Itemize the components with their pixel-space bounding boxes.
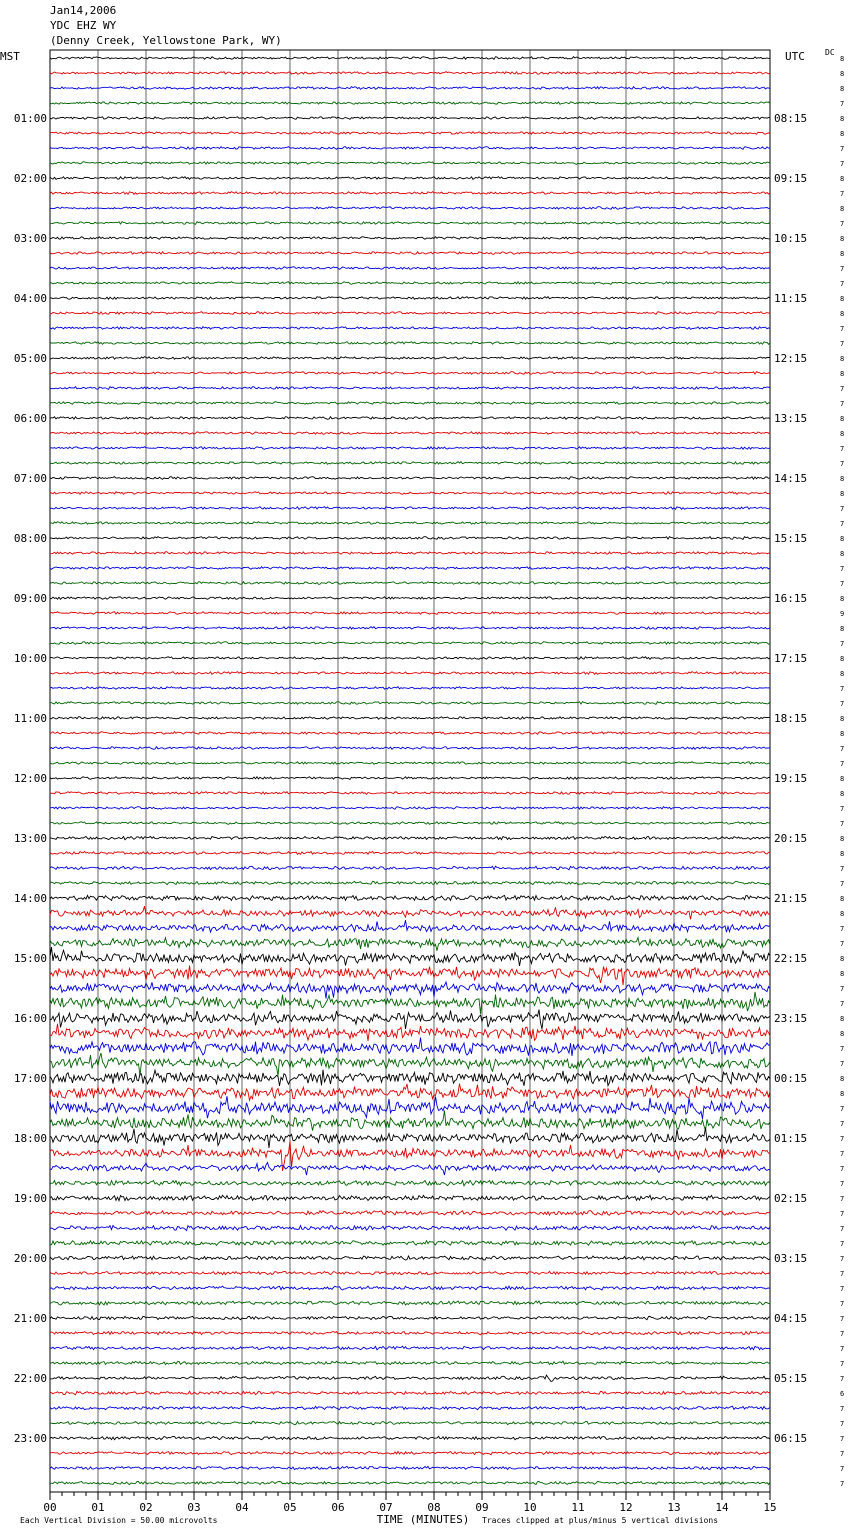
trace-row-53 xyxy=(50,851,770,854)
dc-value: 7 xyxy=(840,580,845,588)
dc-value: 7 xyxy=(840,880,845,888)
trace-row-58 xyxy=(50,920,770,932)
trace-row-18 xyxy=(50,327,770,330)
right-hour-label: 14:15 xyxy=(774,472,808,485)
dc-value: 7 xyxy=(840,160,845,168)
trace-row-19 xyxy=(50,342,770,345)
trace-row-85 xyxy=(50,1331,770,1335)
trace-row-61 xyxy=(50,966,770,986)
dc-value: 7 xyxy=(840,1465,845,1473)
right-hour-label: 08:15 xyxy=(774,112,808,125)
dc-value: 7 xyxy=(840,1000,845,1008)
dc-value: 7 xyxy=(840,1360,845,1368)
x-tick-label: 08 xyxy=(427,1501,441,1514)
trace-row-6 xyxy=(50,147,770,150)
left-hour-label: 05:00 xyxy=(13,352,47,365)
trace-row-52 xyxy=(50,836,770,839)
dc-value: 8 xyxy=(840,205,845,213)
dc-value: 8 xyxy=(840,415,845,423)
dc-value: 7 xyxy=(840,1285,845,1293)
dc-value: 8 xyxy=(840,1090,845,1098)
trace-row-50 xyxy=(50,807,770,810)
left-hour-label: 09:00 xyxy=(13,592,47,605)
left-hour-label: 01:00 xyxy=(13,112,47,125)
x-tick-label: 09 xyxy=(475,1501,489,1514)
dc-value: 7 xyxy=(840,1240,845,1248)
trace-row-41 xyxy=(50,672,770,675)
trace-row-83 xyxy=(50,1301,770,1305)
plot-frame xyxy=(50,50,770,1492)
dc-value: 7 xyxy=(840,1330,845,1338)
trace-row-76 xyxy=(50,1195,770,1200)
dc-value: 8 xyxy=(840,670,845,678)
dc-value: 7 xyxy=(840,865,845,873)
dc-value: 8 xyxy=(840,1075,845,1083)
trace-row-16 xyxy=(50,297,770,300)
dc-value: 7 xyxy=(840,1435,845,1443)
trace-row-30 xyxy=(50,507,770,510)
trace-row-90 xyxy=(50,1406,770,1409)
trace-row-71 xyxy=(50,1111,770,1131)
trace-row-10 xyxy=(50,207,770,210)
trace-row-86 xyxy=(50,1346,770,1350)
x-tick-label: 10 xyxy=(523,1501,537,1514)
dc-value: 8 xyxy=(840,715,845,723)
left-hour-label: 10:00 xyxy=(13,652,47,665)
trace-row-57 xyxy=(50,906,770,919)
trace-row-25 xyxy=(50,432,770,435)
left-hour-label: 06:00 xyxy=(13,412,47,425)
dc-value: 9 xyxy=(840,610,845,618)
trace-row-2 xyxy=(50,87,770,90)
dc-value: 8 xyxy=(840,895,845,903)
dc-value: 8 xyxy=(840,970,845,978)
left-hour-label: 18:00 xyxy=(13,1132,47,1145)
dc-value: 8 xyxy=(840,955,845,963)
dc-value: 7 xyxy=(840,685,845,693)
trace-row-11 xyxy=(50,222,770,225)
dc-value: 8 xyxy=(840,1015,845,1023)
x-tick-label: 06 xyxy=(331,1501,345,1514)
trace-row-64 xyxy=(50,1010,770,1029)
dc-value: 7 xyxy=(840,220,845,228)
dc-value: 8 xyxy=(840,730,845,738)
trace-row-9 xyxy=(50,192,770,195)
dc-value: 8 xyxy=(840,430,845,438)
dc-column-label: DC xyxy=(825,48,835,57)
dc-value: 7 xyxy=(840,1045,845,1053)
left-hour-label: 23:00 xyxy=(13,1432,47,1445)
trace-row-54 xyxy=(50,866,770,870)
dc-value: 8 xyxy=(840,85,845,93)
dc-value: 7 xyxy=(840,700,845,708)
dc-value: 8 xyxy=(840,55,845,63)
dc-value: 8 xyxy=(840,655,845,663)
x-tick-label: 12 xyxy=(619,1501,633,1514)
right-hour-label: 17:15 xyxy=(774,652,808,665)
trace-row-28 xyxy=(50,477,770,480)
trace-row-93 xyxy=(50,1452,770,1455)
trace-row-32 xyxy=(50,537,770,540)
left-hour-label: 19:00 xyxy=(13,1192,47,1205)
x-tick-label: 14 xyxy=(715,1501,729,1514)
dc-value: 7 xyxy=(840,1405,845,1413)
left-hour-label: 07:00 xyxy=(13,472,47,485)
trace-row-49 xyxy=(50,792,770,795)
dc-value: 7 xyxy=(840,1120,845,1128)
footer-clip-note: Traces clipped at plus/minus 5 vertical divisions xyxy=(482,1516,719,1525)
dc-value: 7 xyxy=(840,1105,845,1113)
trace-row-26 xyxy=(50,447,770,450)
dc-value: 8 xyxy=(840,1030,845,1038)
dc-value: 7 xyxy=(840,520,845,528)
dc-value: 7 xyxy=(840,1375,845,1383)
trace-row-7 xyxy=(50,162,770,165)
dc-value: 7 xyxy=(840,190,845,198)
trace-row-14 xyxy=(50,267,770,270)
trace-row-65 xyxy=(50,1024,770,1041)
left-hour-label: 17:00 xyxy=(13,1072,47,1085)
dc-value: 7 xyxy=(840,1300,845,1308)
left-hour-label: 15:00 xyxy=(13,952,47,965)
trace-row-84 xyxy=(50,1316,770,1319)
x-tick-label: 13 xyxy=(667,1501,681,1514)
trace-row-21 xyxy=(50,372,770,375)
dc-value: 7 xyxy=(840,505,845,513)
dc-value: 8 xyxy=(840,115,845,123)
trace-row-91 xyxy=(50,1421,770,1424)
dc-value: 7 xyxy=(840,820,845,828)
trace-row-4 xyxy=(50,117,770,120)
dc-value: 8 xyxy=(840,130,845,138)
trace-row-59 xyxy=(50,938,770,951)
trace-row-81 xyxy=(50,1271,770,1274)
trace-row-38 xyxy=(50,627,770,630)
left-hour-label: 16:00 xyxy=(13,1012,47,1025)
trace-row-79 xyxy=(50,1241,770,1246)
dc-value: 8 xyxy=(840,475,845,483)
dc-value: 7 xyxy=(840,640,845,648)
x-tick-label: 11 xyxy=(571,1501,585,1514)
x-tick-label: 07 xyxy=(379,1501,393,1514)
trace-row-27 xyxy=(50,462,770,465)
right-hour-label: 11:15 xyxy=(774,292,808,305)
trace-row-67 xyxy=(50,1053,770,1076)
dc-value: 8 xyxy=(840,550,845,558)
plot-grid xyxy=(50,50,770,1492)
dc-value: 7 xyxy=(840,385,845,393)
dc-value: 7 xyxy=(840,1270,845,1278)
trace-row-51 xyxy=(50,822,770,825)
x-tick-label: 15 xyxy=(763,1501,777,1514)
dc-value: 8 xyxy=(840,175,845,183)
right-hour-label: 12:15 xyxy=(774,352,808,365)
trace-row-63 xyxy=(50,992,770,1014)
trace-row-48 xyxy=(50,777,770,780)
dc-value: 7 xyxy=(840,1135,845,1143)
dc-value: 7 xyxy=(840,760,845,768)
dc-value: 7 xyxy=(840,1180,845,1188)
dc-value: 8 xyxy=(840,595,845,603)
trace-row-69 xyxy=(50,1084,770,1101)
trace-row-22 xyxy=(50,387,770,390)
trace-row-39 xyxy=(50,642,770,645)
trace-row-12 xyxy=(50,237,770,240)
trace-row-1 xyxy=(50,72,770,75)
trace-row-46 xyxy=(50,747,770,750)
dc-value: 7 xyxy=(840,145,845,153)
trace-row-5 xyxy=(50,132,770,135)
dc-value: 7 xyxy=(840,1420,845,1428)
x-tick-label: 03 xyxy=(187,1501,201,1514)
left-hour-label: 03:00 xyxy=(13,232,47,245)
right-hour-label: 00:15 xyxy=(774,1072,808,1085)
right-hour-label: 02:15 xyxy=(774,1192,808,1205)
dc-value: 7 xyxy=(840,805,845,813)
trace-row-37 xyxy=(50,612,770,615)
x-tick-label: 01 xyxy=(91,1501,105,1514)
trace-row-0 xyxy=(50,57,770,60)
dc-value: 7 xyxy=(840,940,845,948)
footer-scale-note: Each Vertical Division = 50.00 microvolts xyxy=(20,1516,218,1525)
left-hour-label: 20:00 xyxy=(13,1252,47,1265)
trace-row-8 xyxy=(50,177,770,180)
left-hour-label: 08:00 xyxy=(13,532,47,545)
trace-row-15 xyxy=(50,282,770,285)
trace-row-31 xyxy=(50,522,770,525)
trace-row-20 xyxy=(50,357,770,360)
x-tick-label: 04 xyxy=(235,1501,249,1514)
left-hour-label: 22:00 xyxy=(13,1372,47,1385)
x-axis-title: TIME (MINUTES) xyxy=(376,1513,470,1526)
trace-row-82 xyxy=(50,1286,770,1290)
trace-row-60 xyxy=(50,947,770,966)
trace-row-66 xyxy=(50,1038,770,1056)
dc-value: 8 xyxy=(840,295,845,303)
dc-value: 7 xyxy=(840,985,845,993)
dc-value: 7 xyxy=(840,1195,845,1203)
trace-row-77 xyxy=(50,1211,770,1216)
trace-row-44 xyxy=(50,717,770,720)
dc-value: 7 xyxy=(840,745,845,753)
dc-value: 7 xyxy=(840,460,845,468)
right-hour-label: 21:15 xyxy=(774,892,808,905)
dc-value: 8 xyxy=(840,355,845,363)
dc-value: 7 xyxy=(840,265,845,273)
trace-row-43 xyxy=(50,702,770,705)
left-hour-label: 02:00 xyxy=(13,172,47,185)
dc-value: 7 xyxy=(840,280,845,288)
dc-value: 8 xyxy=(840,370,845,378)
right-hour-label: 04:15 xyxy=(774,1312,808,1325)
left-hour-label: 14:00 xyxy=(13,892,47,905)
dc-value: 8 xyxy=(840,835,845,843)
trace-row-35 xyxy=(50,582,770,585)
dc-value: 8 xyxy=(840,490,845,498)
dc-value: 7 xyxy=(840,565,845,573)
right-hour-label: 23:15 xyxy=(774,1012,808,1025)
header-location: (Denny Creek, Yellowstone Park, WY) xyxy=(50,34,282,47)
trace-row-29 xyxy=(50,492,770,495)
x-axis xyxy=(43,1492,776,1514)
trace-row-89 xyxy=(50,1391,770,1395)
trace-row-3 xyxy=(50,102,770,105)
left-hour-label: 11:00 xyxy=(13,712,47,725)
trace-row-56 xyxy=(50,895,770,900)
trace-row-72 xyxy=(50,1128,770,1148)
left-hour-label: 13:00 xyxy=(13,832,47,845)
x-tick-label: 02 xyxy=(139,1501,153,1514)
right-hour-label: 13:15 xyxy=(774,412,808,425)
left-hour-label: 04:00 xyxy=(13,292,47,305)
right-hour-label: 01:15 xyxy=(774,1132,808,1145)
dc-value: 8 xyxy=(840,310,845,318)
trace-row-55 xyxy=(50,881,770,884)
trace-row-94 xyxy=(50,1466,770,1469)
right-hour-label: 10:15 xyxy=(774,232,808,245)
dc-value: 8 xyxy=(840,850,845,858)
x-tick-label: 05 xyxy=(283,1501,297,1514)
dc-value: 7 xyxy=(840,340,845,348)
trace-row-47 xyxy=(50,762,770,765)
trace-row-34 xyxy=(50,567,770,570)
dc-value: 7 xyxy=(840,1165,845,1173)
trace-row-70 xyxy=(50,1096,770,1119)
right-timezone-label: UTC xyxy=(785,50,805,63)
dc-value: 7 xyxy=(840,1150,845,1158)
dc-offset-values xyxy=(840,55,844,1488)
dc-value: 8 xyxy=(840,235,845,243)
dc-value: 7 xyxy=(840,1450,845,1458)
right-hour-labels xyxy=(774,112,807,1445)
dc-value: 8 xyxy=(840,910,845,918)
dc-value: 8 xyxy=(840,775,845,783)
left-hour-label: 21:00 xyxy=(13,1312,47,1325)
header-date: Jan14,2006 xyxy=(50,4,117,17)
dc-value: 7 xyxy=(840,1315,845,1323)
right-hour-label: 05:15 xyxy=(774,1372,808,1385)
trace-row-75 xyxy=(50,1181,770,1186)
dc-value: 7 xyxy=(840,925,845,933)
dc-value: 8 xyxy=(840,70,845,78)
trace-row-42 xyxy=(50,687,770,690)
trace-row-17 xyxy=(50,312,770,315)
trace-row-88 xyxy=(50,1375,770,1381)
dc-value: 7 xyxy=(840,1480,845,1488)
trace-row-13 xyxy=(50,252,770,255)
trace-row-87 xyxy=(50,1361,770,1364)
dc-value: 7 xyxy=(840,445,845,453)
dc-value: 8 xyxy=(840,250,845,258)
right-hour-label: 19:15 xyxy=(774,772,808,785)
dc-value: 7 xyxy=(840,1255,845,1263)
trace-row-24 xyxy=(50,417,770,420)
trace-row-40 xyxy=(50,657,770,660)
dc-value: 8 xyxy=(840,790,845,798)
seismic-traces xyxy=(50,57,770,1485)
right-hour-label: 15:15 xyxy=(774,532,808,545)
trace-row-95 xyxy=(50,1481,770,1484)
trace-row-45 xyxy=(50,732,770,735)
right-hour-label: 20:15 xyxy=(774,832,808,845)
left-timezone-label: MST xyxy=(0,50,20,63)
x-tick-label: 00 xyxy=(43,1501,57,1514)
left-hour-label: 12:00 xyxy=(13,772,47,785)
dc-value: 8 xyxy=(840,625,845,633)
dc-value: 7 xyxy=(840,1060,845,1068)
trace-row-36 xyxy=(50,597,770,600)
trace-row-78 xyxy=(50,1226,770,1231)
left-hour-labels xyxy=(14,112,47,1445)
dc-value: 8 xyxy=(840,535,845,543)
trace-row-74 xyxy=(50,1163,770,1176)
dc-value: 7 xyxy=(840,325,845,333)
dc-value: 7 xyxy=(840,100,845,108)
right-hour-label: 16:15 xyxy=(774,592,808,605)
trace-row-68 xyxy=(50,1070,770,1086)
dc-value: 7 xyxy=(840,1210,845,1218)
trace-row-33 xyxy=(50,552,770,555)
trace-row-80 xyxy=(50,1256,770,1260)
trace-row-92 xyxy=(50,1436,770,1439)
right-hour-label: 03:15 xyxy=(774,1252,808,1265)
dc-value: 7 xyxy=(840,1225,845,1233)
right-hour-label: 06:15 xyxy=(774,1432,808,1445)
dc-value: 6 xyxy=(840,1390,845,1398)
right-hour-label: 09:15 xyxy=(774,172,808,185)
dc-value: 7 xyxy=(840,1345,845,1353)
right-hour-label: 18:15 xyxy=(774,712,808,725)
right-hour-label: 22:15 xyxy=(774,952,808,965)
header-station: YDC EHZ WY xyxy=(50,19,117,32)
trace-row-23 xyxy=(50,402,770,405)
trace-row-62 xyxy=(50,982,770,999)
dc-value: 7 xyxy=(840,400,845,408)
